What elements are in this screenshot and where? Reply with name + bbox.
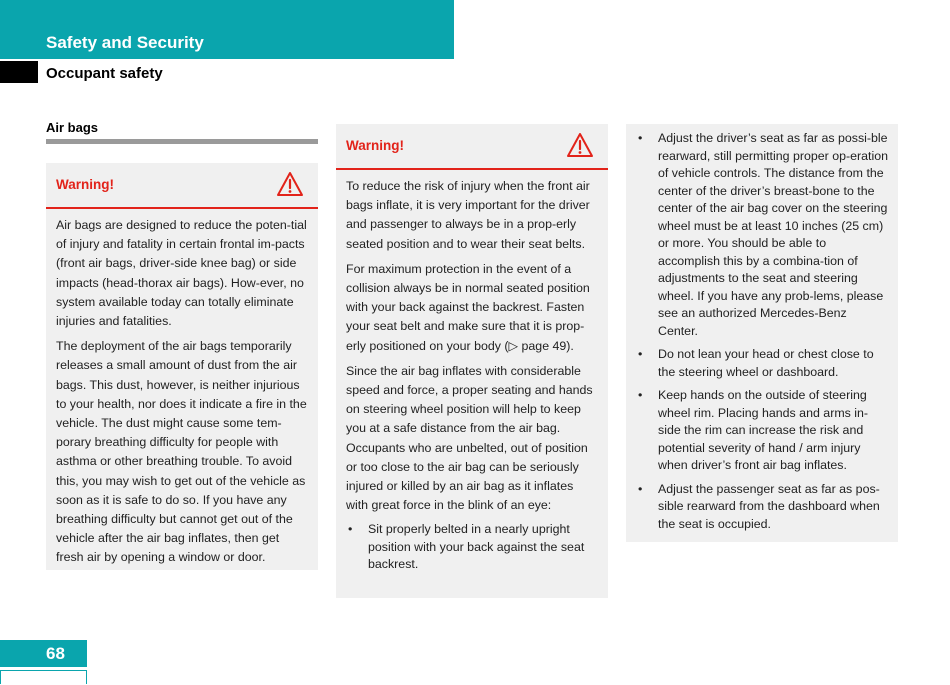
warning-box-1 [46,163,318,570]
continued-bullet-list [636,130,888,533]
warning-bullet-list [346,521,598,574]
warning-label: Warning! [346,138,404,153]
warning-paragraph: The deployment of the air bags temporarily releases a small amount of dust from the air bags. This dust, however, is neither injurious to your health, nor does it indicate a fire in the vehicle. The dust might cause some tem-porary breathing difficulty for people with asthma or other breathing trouble. To avoid this, you may wish to get out of the vehicle as soon as it is safe to do so. If you have any breathing difficulty but cannot get out of the vehicle after the air bag inflates, then get fresh air by opening a window or door. [56,339,307,565]
list-item-text: Sit properly belted in a nearly upright position with your back against the seat backrest. [368,522,585,572]
warning-triangle-icon [566,132,594,158]
list-item-text: Keep hands on the outside of steering wheel rim. Placing hands and arms in-side the rim can increase the risk and potential severity of hand / arm injury when driver’s front air bag inflates. [658,388,869,472]
warning-box-1-header [46,163,318,209]
list-item [636,346,888,381]
section-divider [46,139,318,144]
list-item [346,521,598,574]
air-bags-heading: Air bags [46,120,99,135]
bullet-dot: • [638,481,643,496]
warning-box-continued [626,124,898,542]
list-item-text: Adjust the driver’s seat as far as possi-ble rearward, still permitting proper op-eration of vehicle controls. The distance from the center of the driver’s breast-bone to the center of the air bag cover on the steering wheel must be at least 10 inches (25 cm) or more. You should be able to accomplish this by a combina-tion of adjustments to the seat and steering wheel. If you have any prob-lems, please see an authorized Mercedes-Benz Center. [658,131,889,338]
warning-paragraph: Air bags are designed to reduce the poten-tial of injury and fatality in certain frontal im-pacts (front air bags, driver-side knee bag) or side impacts (head-thorax air bags). How-ever, no system available today can totally eliminate injuries and fatalities. [56,218,307,329]
warning-paragraph: Since the air bag inflates with considerable speed and force, a proper seating and hands on steering wheel position will help to keep you at a safe distance from the air bag. Occupants who are unbelted, out of position or too close to the air bag can be seriously injured or killed by an air bag as it inflates with great force in the blink of an eye: [346,363,593,513]
bullet-dot: • [638,388,643,402]
section-title: Safety and Security [46,33,204,52]
list-item [636,130,888,340]
list-item-text: Adjust the passenger seat as far as pos-sible rearward from the dashboard when the seat is occupied. [658,481,880,531]
subsection-marker [0,61,38,83]
warning-paragraph: For maximum protection in the event of a collision always be in normal seated position with your back against the backrest. Fasten your seat belt and make sure that it is prop-erly positioned on your body (▷ page 49). [346,261,590,353]
warning-triangle-icon [276,171,304,197]
warning-label: Warning! [56,177,114,192]
list-item [636,387,888,475]
warning-box-2 [336,124,608,598]
list-item [636,481,888,534]
bullet-dot: • [348,522,353,537]
bullet-dot: • [638,347,643,361]
list-item-text: Do not lean your head or chest close to the steering wheel or dashboard. [658,347,874,379]
bullet-dot: • [638,131,643,145]
warning-box-2-header [336,124,608,170]
warning-paragraph: To reduce the risk of injury when the front air bags inflate, it is very important for the driver and passenger to always be in a prop-erly seated position and to wear their seat belts. [346,179,590,251]
subsection-title: Occupant safety [46,65,163,82]
page-number-frame [0,670,87,684]
page-number-band [0,640,87,667]
page-number: 68 [46,644,65,663]
